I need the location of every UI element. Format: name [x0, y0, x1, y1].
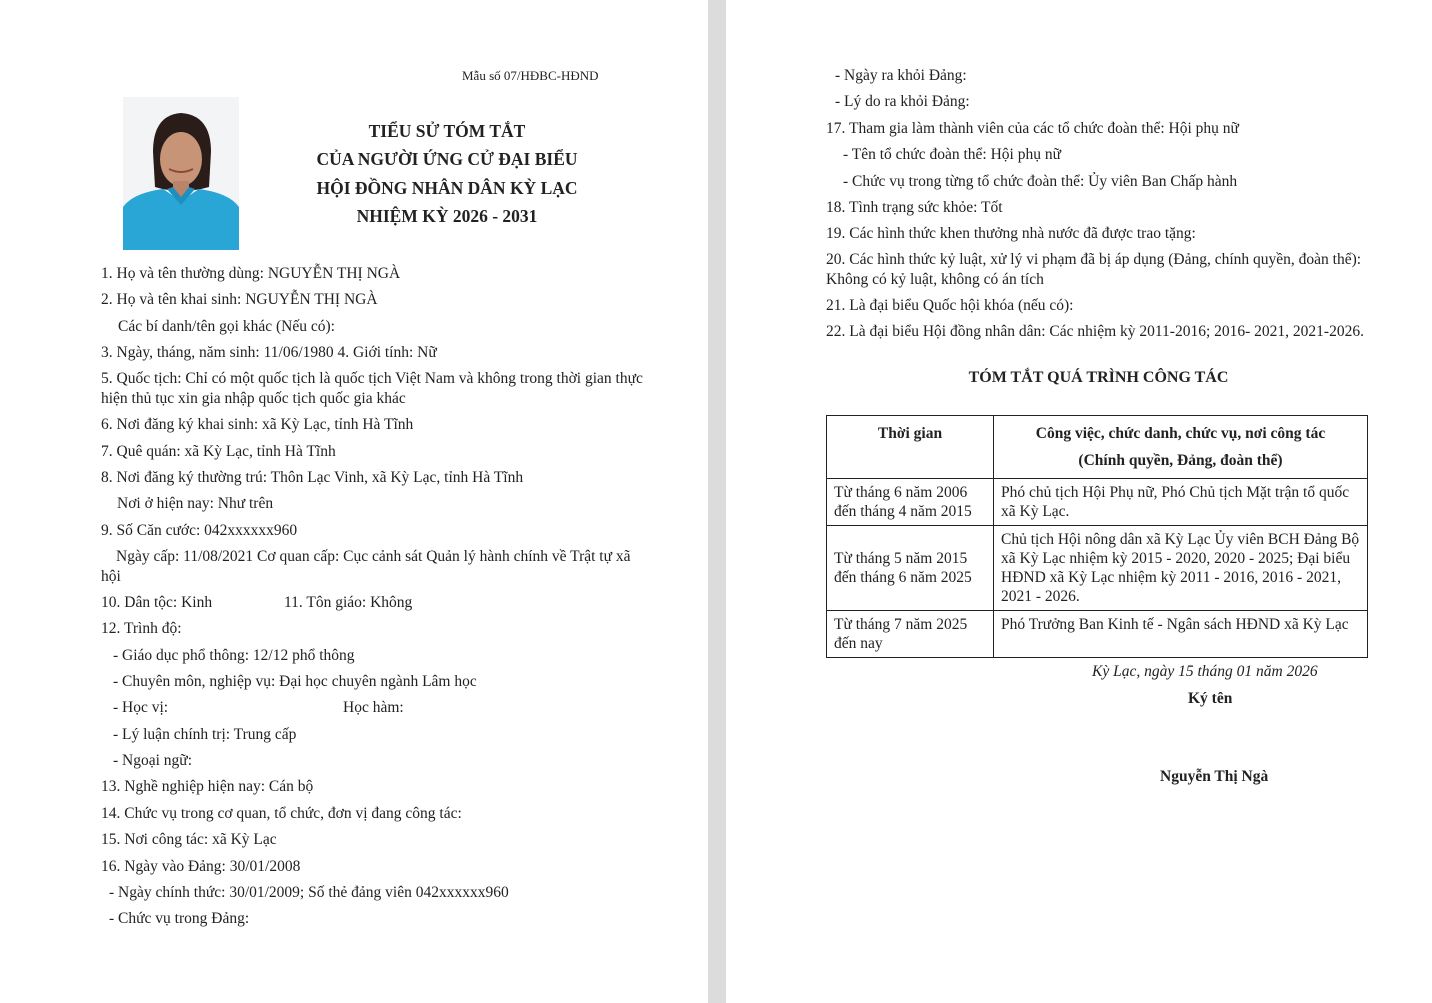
field-party-official-date: - Ngày chính thức: 30/01/2009; Số thẻ đảng viên 042xxxxxx960	[109, 884, 509, 901]
row-time: Từ tháng 6 năm 2006 đến tháng 4 năm 2015	[827, 479, 994, 526]
work-history-title: TÓM TẮT QUÁ TRÌNH CÔNG TÁC	[968, 369, 1229, 386]
header-work	[994, 416, 1368, 479]
field-organization-role: - Chức vụ trong từng tổ chức đoàn thể: Ủy viên Ban Chấp hành	[843, 173, 1238, 190]
doc-title-line-2: CỦA NGƯỜI ỨNG CỬ ĐẠI BIỂU	[316, 149, 578, 169]
field-ethnicity: 10. Dân tộc: Kinh	[101, 594, 213, 611]
field-degree: - Học vị:	[113, 699, 169, 716]
field-id-number: 9. Số Căn cước: 042xxxxxx960	[101, 522, 298, 539]
field-workplace: 15. Nơi công tác: xã Kỳ Lạc	[101, 831, 277, 848]
page-right	[726, 0, 1432, 1003]
field-specialty: - Chuyên môn, nghiệp vụ: Đại học chuyên ngành Lâm học	[113, 673, 477, 690]
field-current-residence: Nơi ở hiện nay: Như trên	[117, 495, 274, 512]
header-time: Thời gian	[827, 416, 994, 479]
field-council-terms: 22. Là đại biểu Hội đồng nhân dân: Các nhiệm kỳ 2011-2016; 2016- 2021, 2021-2026.	[826, 323, 1364, 340]
row-work: Phó Trưởng Ban Kinh tế - Ngân sách HĐND xã Kỳ Lạc	[994, 611, 1368, 658]
field-organizations: 17. Tham gia làm thành viên của các tổ chức đoàn thể: Hội phụ nữ	[826, 120, 1239, 137]
sign-label: Ký tên	[1188, 690, 1233, 707]
field-political-theory: - Lý luận chính trị: Trung cấp	[113, 726, 297, 743]
row-time: Từ tháng 5 năm 2015 đến tháng 6 năm 2025	[827, 526, 994, 611]
field-birth-name: 2. Họ và tên khai sinh: NGUYỄN THỊ NGÀ	[101, 291, 378, 308]
field-position: 14. Chức vụ trong cơ quan, tổ chức, đơn vị đang công tác:	[101, 805, 462, 822]
field-foreign-language: - Ngoại ngữ:	[113, 752, 192, 769]
signing-date: Kỳ Lạc, ngày 15 tháng 01 năm 2026	[1092, 663, 1318, 680]
field-academic-title: Học hàm:	[343, 699, 404, 716]
doc-title-line-3: HỘI ĐỒNG NHÂN DÂN KỲ LẠC	[316, 178, 578, 198]
field-party-join-date: 16. Ngày vào Đảng: 30/01/2008	[101, 858, 301, 875]
field-occupation: 13. Nghề nghiệp hiện nay: Cán bộ	[101, 778, 314, 795]
page-left	[0, 0, 708, 1003]
field-religion: 11. Tôn giáo: Không	[284, 594, 413, 611]
field-birthdate-gender: 3. Ngày, tháng, năm sinh: 11/06/1980 4. Giới tính: Nữ	[101, 344, 437, 361]
field-party-position: - Chức vụ trong Đảng:	[109, 910, 250, 927]
field-id-issue: Ngày cấp: 11/08/2021 Cơ quan cấp: Cục cảnh sát Quản lý hành chính về Trật tự xã hội	[101, 548, 631, 585]
table-row	[827, 526, 1368, 611]
field-birth-registration: 6. Nơi đăng ký khai sinh: xã Kỳ Lạc, tỉnh Hà Tĩnh	[101, 416, 414, 433]
form-number: Mẫu số 07/HĐBC-HĐND	[462, 68, 599, 83]
field-common-name: 1. Họ và tên thường dùng: NGUYỄN THỊ NGÀ	[101, 265, 401, 282]
row-work: Chủ tịch Hội nông dân xã Kỳ Lạc Ủy viên BCH Đảng Bộ xã Kỳ Lạc nhiệm kỳ 2015 - 2020, 2020 - 2025; Đại biểu HĐND xã Kỳ Lạc nhiệm kỳ 2011 - 2016, 2016 - 2021, 2021 - 2026.	[994, 526, 1368, 611]
field-awards: 19. Các hình thức khen thưởng nhà nước đã được trao tặng:	[826, 225, 1196, 242]
field-permanent-residence: 8. Nơi đăng ký thường trú: Thôn Lạc Vinh, xã Kỳ Lạc, tỉnh Hà Tĩnh	[101, 469, 524, 486]
portrait-image	[123, 97, 239, 250]
doc-title-line-4: NHIỆM KỲ 2026 - 2031	[356, 206, 538, 226]
field-education: 12. Trình độ:	[101, 620, 182, 637]
header-work-line-1: Công việc, chức danh, chức vụ, nơi công tác	[1035, 425, 1326, 442]
work-history-table	[826, 415, 1368, 658]
field-party-leave-date: - Ngày ra khỏi Đảng:	[835, 67, 967, 84]
field-nationality: 5. Quốc tịch: Chỉ có một quốc tịch là quốc tịch Việt Nam và không trong thời gian thực hiện thủ tục xin gia nhập quốc tịch quốc gia khác	[101, 370, 643, 407]
table-row	[827, 611, 1368, 658]
field-national-assembly: 21. Là đại biểu Quốc hội khóa (nếu có):	[826, 297, 1074, 314]
doc-title-line-1: TIỂU SỬ TÓM TẮT	[368, 121, 526, 141]
field-health: 18. Tình trạng sức khỏe: Tốt	[826, 199, 1003, 216]
field-alias: Các bí danh/tên gọi khác (Nếu có):	[118, 318, 335, 335]
field-party-leave-reason: - Lý do ra khỏi Đảng:	[835, 93, 970, 110]
row-work: Phó chủ tịch Hội Phụ nữ, Phó Chủ tịch Mặt trận tổ quốc xã Kỳ Lạc.	[994, 479, 1368, 526]
table-row	[827, 479, 1368, 526]
header-work-line-2: (Chính quyền, Đảng, đoàn thể)	[1078, 452, 1283, 469]
field-hometown: 7. Quê quán: xã Kỳ Lạc, tỉnh Hà Tĩnh	[101, 443, 336, 460]
field-general-education: - Giáo dục phổ thông: 12/12 phổ thông	[113, 647, 355, 664]
row-time: Từ tháng 7 năm 2025 đến nay	[827, 611, 994, 658]
table-header-row	[827, 416, 1368, 479]
field-organization-name: - Tên tổ chức đoàn thể: Hội phụ nữ	[843, 146, 1061, 163]
signer-name: Nguyễn Thị Ngà	[1160, 768, 1269, 785]
field-discipline: 20. Các hình thức kỷ luật, xử lý vi phạm đã bị áp dụng (Đảng, chính quyền, đoàn thể): Không có kỷ luật, không có án tích	[826, 251, 1362, 288]
candidate-photo	[123, 97, 239, 250]
